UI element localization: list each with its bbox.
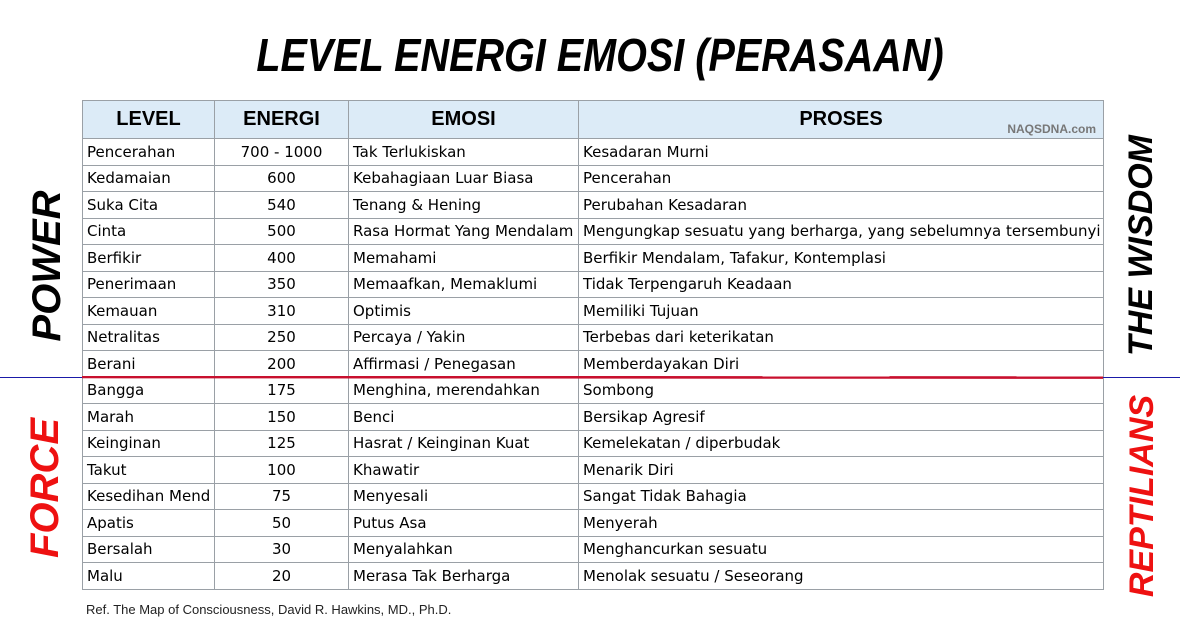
- header-energi: ENERGI: [215, 101, 349, 139]
- cell-proses: Sombong: [579, 377, 1104, 404]
- cell-emosi: Tenang & Hening: [349, 192, 579, 219]
- reptilians-label: REPTILIANS: [1123, 394, 1161, 598]
- cell-emosi: Putus Asa: [349, 510, 579, 537]
- cell-energi: 20: [215, 563, 349, 590]
- cell-level: Kemauan: [83, 298, 215, 325]
- cell-proses: Menarik Diri: [579, 457, 1104, 484]
- cell-emosi: Memaafkan, Memaklumi: [349, 271, 579, 298]
- cell-proses: Terbebas dari keterikatan: [579, 324, 1104, 351]
- cell-energi: 700 - 1000: [215, 139, 349, 166]
- divider-red-line: [82, 376, 1103, 379]
- reference-note: Ref. The Map of Consciousness, David R. Hawkins, MD., Ph.D.: [86, 602, 452, 617]
- cell-emosi: Tak Terlukiskan: [349, 139, 579, 166]
- table-row: [83, 510, 1104, 537]
- table-row: [83, 245, 1104, 272]
- table-row: [83, 536, 1104, 563]
- cell-level: Bersalah: [83, 536, 215, 563]
- page-title: LEVEL ENERGI EMOSI (PERASAAN): [256, 29, 944, 81]
- force-label: FORCE: [23, 418, 67, 558]
- cell-emosi: Memahami: [349, 245, 579, 272]
- wisdom-label: THE WISDOM: [1122, 135, 1160, 356]
- cell-proses: Sangat Tidak Bahagia: [579, 483, 1104, 510]
- cell-proses: Pencerahan: [579, 165, 1104, 192]
- cell-level: Berfikir: [83, 245, 215, 272]
- cell-level: Pencerahan: [83, 139, 215, 166]
- table-row: [83, 351, 1104, 378]
- cell-level: Takut: [83, 457, 215, 484]
- cell-level: Apatis: [83, 510, 215, 537]
- cell-level: Keinginan: [83, 430, 215, 457]
- cell-emosi: Kebahagiaan Luar Biasa: [349, 165, 579, 192]
- watermark: NAQSDNA.com: [1007, 122, 1096, 136]
- table-row: [83, 430, 1104, 457]
- cell-energi: 310: [215, 298, 349, 325]
- cell-proses: Menolak sesuatu / Seseorang: [579, 563, 1104, 590]
- cell-energi: 200: [215, 351, 349, 378]
- cell-level: Suka Cita: [83, 192, 215, 219]
- table-body: [83, 139, 1104, 590]
- cell-proses: Tidak Terpengaruh Keadaan: [579, 271, 1104, 298]
- header-level: LEVEL: [83, 101, 215, 139]
- cell-energi: 175: [215, 377, 349, 404]
- cell-proses: Perubahan Kesadaran: [579, 192, 1104, 219]
- cell-level: Cinta: [83, 218, 215, 245]
- table-row: [83, 165, 1104, 192]
- cell-emosi: Affirmasi / Penegasan: [349, 351, 579, 378]
- table-row: [83, 218, 1104, 245]
- cell-energi: 400: [215, 245, 349, 272]
- cell-proses: Kemelekatan / diperbudak: [579, 430, 1104, 457]
- cell-level: Kedamaian: [83, 165, 215, 192]
- cell-proses: Mengungkap sesuatu yang berharga, yang sebelumnya tersembunyi: [579, 218, 1104, 245]
- table-row: [83, 457, 1104, 484]
- cell-proses: Memiliki Tujuan: [579, 298, 1104, 325]
- table-row: [83, 324, 1104, 351]
- cell-proses: Menghancurkan sesuatu: [579, 536, 1104, 563]
- cell-level: Penerimaan: [83, 271, 215, 298]
- cell-level: Berani: [83, 351, 215, 378]
- cell-emosi: Benci: [349, 404, 579, 431]
- cell-emosi: Khawatir: [349, 457, 579, 484]
- header-proses: [579, 101, 1104, 139]
- header-emosi: EMOSI: [349, 101, 579, 139]
- cell-emosi: Optimis: [349, 298, 579, 325]
- cell-level: Netralitas: [83, 324, 215, 351]
- cell-proses: Bersikap Agresif: [579, 404, 1104, 431]
- cell-proses: Berfikir Mendalam, Tafakur, Kontemplasi: [579, 245, 1104, 272]
- cell-level: Kesedihan Mend: [83, 483, 215, 510]
- table-row: [83, 298, 1104, 325]
- table-row: [83, 483, 1104, 510]
- cell-level: Malu: [83, 563, 215, 590]
- cell-energi: 50: [215, 510, 349, 537]
- cell-energi: 30: [215, 536, 349, 563]
- table-header-row: [83, 101, 1104, 139]
- cell-emosi: Merasa Tak Berharga: [349, 563, 579, 590]
- energy-table-container: [82, 100, 1103, 590]
- energy-table: [82, 100, 1104, 590]
- cell-energi: 250: [215, 324, 349, 351]
- cell-emosi: Menyesali: [349, 483, 579, 510]
- power-label: POWER: [25, 190, 69, 342]
- cell-emosi: Menyalahkan: [349, 536, 579, 563]
- table-row: [83, 192, 1104, 219]
- cell-emosi: Percaya / Yakin: [349, 324, 579, 351]
- cell-level: Bangga: [83, 377, 215, 404]
- cell-energi: 75: [215, 483, 349, 510]
- cell-emosi: Menghina, merendahkan: [349, 377, 579, 404]
- cell-energi: 100: [215, 457, 349, 484]
- table-row: [83, 404, 1104, 431]
- table-row: [83, 563, 1104, 590]
- table-row: [83, 271, 1104, 298]
- table-row: [83, 139, 1104, 166]
- cell-energi: 540: [215, 192, 349, 219]
- cell-emosi: Hasrat / Keinginan Kuat: [349, 430, 579, 457]
- cell-proses: Kesadaran Murni: [579, 139, 1104, 166]
- cell-proses: Memberdayakan Diri: [579, 351, 1104, 378]
- cell-energi: 150: [215, 404, 349, 431]
- cell-proses: Menyerah: [579, 510, 1104, 537]
- cell-energi: 600: [215, 165, 349, 192]
- cell-energi: 125: [215, 430, 349, 457]
- cell-level: Marah: [83, 404, 215, 431]
- cell-emosi: Rasa Hormat Yang Mendalam: [349, 218, 579, 245]
- cell-energi: 500: [215, 218, 349, 245]
- cell-energi: 350: [215, 271, 349, 298]
- header-proses-label: PROSES: [799, 108, 883, 130]
- table-row: [83, 377, 1104, 404]
